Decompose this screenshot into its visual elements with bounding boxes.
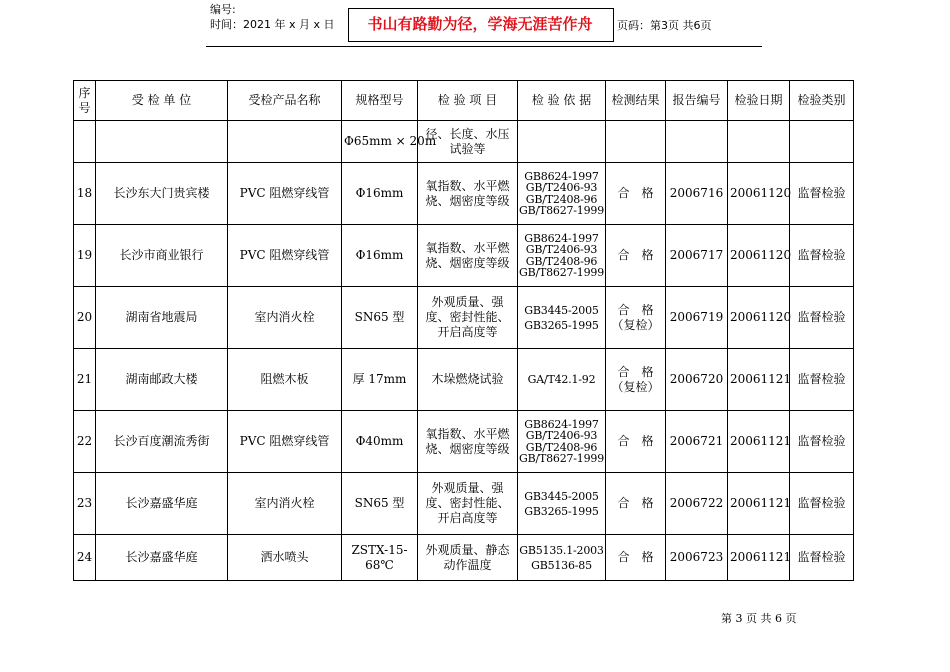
table-row xyxy=(74,349,854,411)
doc-number-label: 编号: xyxy=(210,3,236,16)
cell-spec: Φ40mm xyxy=(342,411,418,473)
cell-report: 2006721 xyxy=(666,411,728,473)
standard-line: GB8624-1997 xyxy=(524,417,599,431)
table-row xyxy=(74,411,854,473)
cell-report: 2006716 xyxy=(666,163,728,225)
standard-line: GB3445-2005 xyxy=(524,303,599,317)
standard-line: GB8624-1997 xyxy=(524,231,599,245)
cell-result: 合 格 xyxy=(606,163,666,225)
cell-spec: SN65 型 xyxy=(342,473,418,535)
table-header-row xyxy=(74,81,854,121)
cell-report xyxy=(666,121,728,163)
cell-standard xyxy=(518,349,606,411)
cell-date: 20061120 xyxy=(728,287,790,349)
cell-product: 洒水喷头 xyxy=(228,535,342,581)
cell-product: 阻燃木板 xyxy=(228,349,342,411)
cell-date xyxy=(728,121,790,163)
cell-standard xyxy=(518,287,606,349)
cell-category: 监督检验 xyxy=(790,411,854,473)
cell-date: 20061121 xyxy=(728,473,790,535)
header-page-number: 页码：第3页 共6页 xyxy=(617,19,712,32)
cell-standard xyxy=(518,163,606,225)
table-row xyxy=(74,163,854,225)
cell-unit: 长沙嘉盛华庭 xyxy=(96,473,228,535)
cell-result: 合 格（复检） xyxy=(606,287,666,349)
cell-item: 外观质量、强度、密封性能、开启高度等 xyxy=(418,473,518,535)
standard-line: GB3265-1995 xyxy=(524,504,599,518)
col-header-result: 检测结果 xyxy=(606,81,666,121)
cell-spec: 厚 17mm xyxy=(342,349,418,411)
col-header-no: 序号 xyxy=(74,81,96,121)
standard-line: GB3265-1995 xyxy=(524,318,599,332)
standard-line: GB5135.1-2003 xyxy=(519,543,604,557)
cell-date: 20061120 xyxy=(728,163,790,225)
cell-unit: 长沙百度潮流秀街 xyxy=(96,411,228,473)
cell-product: 室内消火栓 xyxy=(228,473,342,535)
cell-category xyxy=(790,121,854,163)
cell-product xyxy=(228,121,342,163)
cell-report: 2006723 xyxy=(666,535,728,581)
cell-standard xyxy=(518,121,606,163)
standard-line: GB/T8627-1999 xyxy=(518,204,605,217)
cell-unit: 长沙东大门贵宾楼 xyxy=(96,163,228,225)
motto-text: 书山有路勤为径，学海无涯苦作舟 xyxy=(367,15,593,33)
col-header-date: 检验日期 xyxy=(728,81,790,121)
cell-no: 23 xyxy=(74,473,96,535)
cell-category: 监督检验 xyxy=(790,287,854,349)
table-row xyxy=(74,225,854,287)
continuation-row xyxy=(74,121,854,163)
cell-report: 2006717 xyxy=(666,225,728,287)
cell-result: 合 格（复检） xyxy=(606,349,666,411)
inspection-table xyxy=(73,80,854,581)
cell-spec: ZSTX-15-68℃ xyxy=(342,535,418,581)
col-header-spec: 规格型号 xyxy=(342,81,418,121)
standard-line: GB/T2406-93 xyxy=(525,429,598,442)
cell-item: 木垛燃烧试验 xyxy=(418,349,518,411)
cell-result xyxy=(606,121,666,163)
standard-line: GB/T2408-96 xyxy=(525,254,598,268)
col-header-item: 检 验 项 目 xyxy=(418,81,518,121)
cell-unit: 长沙嘉盛华庭 xyxy=(96,535,228,581)
col-header-product: 受检产品名称 xyxy=(228,81,342,121)
cell-result: 合 格 xyxy=(606,225,666,287)
cell-product: PVC 阻燃穿线管 xyxy=(228,411,342,473)
cell-date: 20061120 xyxy=(728,225,790,287)
cell-no: 21 xyxy=(74,349,96,411)
cell-unit: 湖南省地震局 xyxy=(96,287,228,349)
cell-no: 24 xyxy=(74,535,96,581)
cell-spec: SN65 型 xyxy=(342,287,418,349)
cell-standard xyxy=(518,473,606,535)
standard-line: GB/T2408-96 xyxy=(525,440,598,454)
cell-item: 径、长度、水压试验等 xyxy=(418,121,518,163)
cell-product: 室内消火栓 xyxy=(228,287,342,349)
standard-line: GB/T8627-1999 xyxy=(518,266,605,279)
cell-no: 20 xyxy=(74,287,96,349)
cell-standard xyxy=(518,535,606,581)
cell-standard xyxy=(518,225,606,287)
cell-no: 19 xyxy=(74,225,96,287)
standard-line: GB/T8627-1999 xyxy=(518,452,605,465)
standard-line: GB/T2406-93 xyxy=(525,243,598,256)
footer-page-number: 第 3 页 共 6 页 xyxy=(721,612,797,625)
cell-product: PVC 阻燃穿线管 xyxy=(228,225,342,287)
cell-result: 合 格 xyxy=(606,411,666,473)
cell-no: 22 xyxy=(74,411,96,473)
cell-report: 2006719 xyxy=(666,287,728,349)
cell-item: 氧指数、水平燃烧、烟密度等级 xyxy=(418,411,518,473)
standard-line: GB5136-85 xyxy=(531,558,592,572)
col-header-category: 检验类别 xyxy=(790,81,854,121)
table-row xyxy=(74,473,854,535)
cell-report: 2006722 xyxy=(666,473,728,535)
cell-item: 氧指数、水平燃烧、烟密度等级 xyxy=(418,225,518,287)
cell-category: 监督检验 xyxy=(790,535,854,581)
cell-no: 18 xyxy=(74,163,96,225)
cell-unit xyxy=(96,121,228,163)
cell-unit: 长沙市商业银行 xyxy=(96,225,228,287)
col-header-unit: 受 检 单 位 xyxy=(96,81,228,121)
cell-spec: Φ16mm xyxy=(342,225,418,287)
standard-line: GB/T2406-93 xyxy=(525,181,598,194)
cell-result: 合 格 xyxy=(606,535,666,581)
cell-item: 外观质量、强度、密封性能、开启高度等 xyxy=(418,287,518,349)
standard-line: GB8624-1997 xyxy=(524,169,599,183)
cell-standard xyxy=(518,411,606,473)
cell-product: PVC 阻燃穿线管 xyxy=(228,163,342,225)
cell-category: 监督检验 xyxy=(790,349,854,411)
cell-category: 监督检验 xyxy=(790,163,854,225)
cell-spec: Φ65mm × 20m xyxy=(342,121,418,163)
table-row xyxy=(74,535,854,581)
table-row xyxy=(74,287,854,349)
cell-no xyxy=(74,121,96,163)
standard-line: GB3445-2005 xyxy=(524,489,599,503)
col-header-report: 报告编号 xyxy=(666,81,728,121)
cell-item: 氧指数、水平燃烧、烟密度等级 xyxy=(418,163,518,225)
standard-line: GA/T42.1-92 xyxy=(527,372,596,386)
doc-date-label: 时间：2021 年 x 月 x 日 xyxy=(210,18,335,31)
cell-date: 20061121 xyxy=(728,535,790,581)
cell-item: 外观质量、静态动作温度 xyxy=(418,535,518,581)
cell-category: 监督检验 xyxy=(790,225,854,287)
col-header-standard: 检 验 依 据 xyxy=(518,81,606,121)
standard-line: GB/T2408-96 xyxy=(525,192,598,206)
cell-result: 合 格 xyxy=(606,473,666,535)
header-divider xyxy=(206,46,762,47)
cell-spec: Φ16mm xyxy=(342,163,418,225)
cell-date: 20061121 xyxy=(728,349,790,411)
cell-date: 20061121 xyxy=(728,411,790,473)
cell-unit: 湖南邮政大楼 xyxy=(96,349,228,411)
cell-category: 监督检验 xyxy=(790,473,854,535)
cell-report: 2006720 xyxy=(666,349,728,411)
